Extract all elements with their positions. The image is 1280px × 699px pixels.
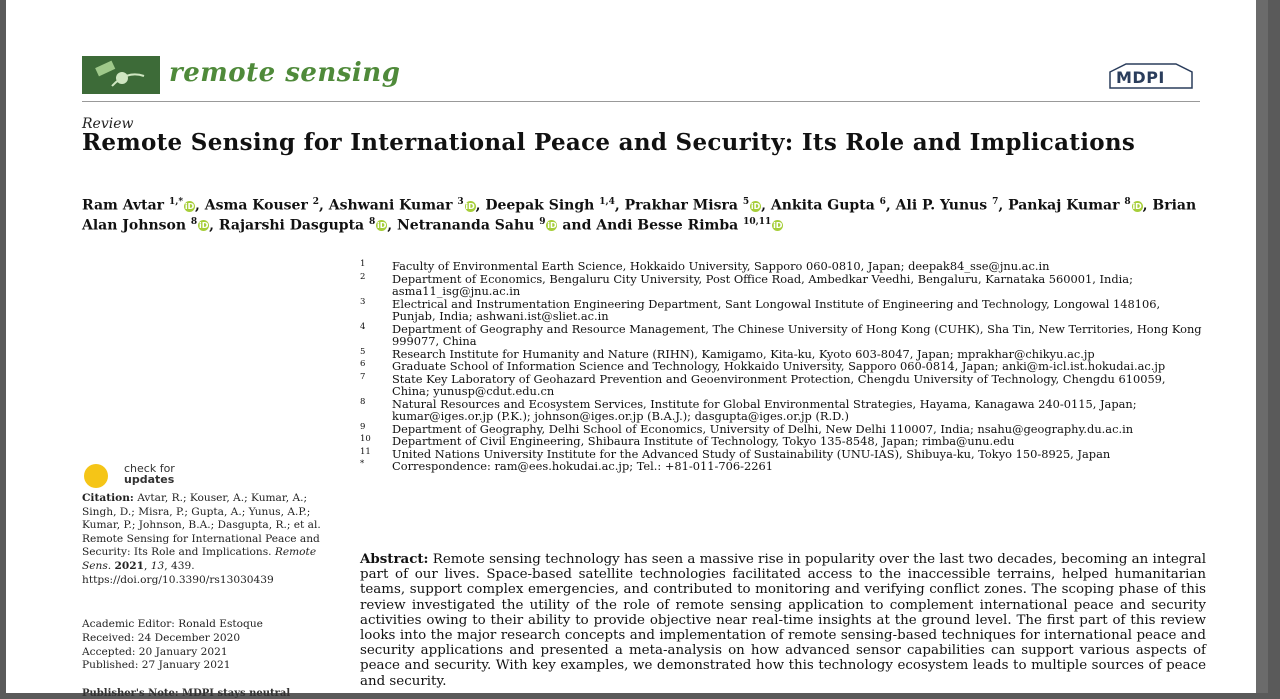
abstract [360, 552, 1206, 689]
citation-volume: 13 [150, 559, 165, 572]
affiliation-text: Department of Civil Engineering, Shibaura Institute of Technology, Tokyo 135-8548, Japan; rimba@unu.edu [392, 434, 1015, 448]
affiliation-text: Department of Geography, Delhi School of Economics, University of Delhi, New Delhi 110007, India; nsahu@geography.du.ac.in [392, 421, 1134, 436]
author-affiliation-mark: 8 [368, 216, 376, 227]
affiliation-item [360, 360, 1205, 373]
orcid-icon[interactable]: iD [377, 221, 387, 231]
orcid-icon[interactable]: iD [465, 201, 475, 211]
dates-block [82, 618, 328, 673]
pdf-page [6, 0, 1268, 699]
author-affiliation-mark: 10,11 [743, 216, 772, 227]
affiliation-number: 9 [360, 421, 366, 432]
affiliation-text: Graduate School of Information Science and Technology, Hokkaido University, Sapporo 060-0814, Japan; anki@m-icl.ist.hokudai.ac.jp [392, 359, 1166, 373]
orcid-icon[interactable]: iD [184, 201, 195, 211]
header-rule [82, 101, 1200, 102]
author-affiliation-mark: 8 [190, 216, 198, 227]
citation-block: Citation: Avtar, R.; Kouser, A.; Kumar, A.; Singh, D.; Misra, P.; Gupta, A.; Yunus, A.P.; Kumar, P.; Johnson, B.A.; Dasgupta, R.; et al. Remote Sensing for International Peace and Security: Its Role and Implications. Remote Sens. 2021, 13, 439. https://doi.org/10.3390/rs13030439 [82, 492, 321, 586]
author-name: Ankita Gupta [770, 197, 875, 214]
check-for-updates-button[interactable] [84, 462, 204, 490]
author-affiliation-mark: 5 [742, 197, 750, 207]
orcid-icon[interactable]: iD [1132, 201, 1142, 211]
author-name: Brian Alan Johnson [82, 197, 1197, 234]
author-affiliation-mark: 9 [539, 216, 546, 227]
affiliation-text: Natural Resources and Ecosystem Services, Institute for Global Environmental Strategies, Hayama, Kanagawa 240-0115, Japan; kumar@iges.or.jp (P.K.); johnson@iges.or.jp (B.A.J.); dasgupta@iges.or.jp (R.D.) [392, 396, 1137, 423]
affiliation-number: 2 [360, 271, 366, 282]
author-affiliation-mark: 8 [1124, 197, 1131, 207]
affiliation-item [360, 298, 1205, 323]
author-affiliation-mark: 2 [312, 197, 319, 207]
citation-journal: Remote Sens. [82, 546, 317, 572]
author-name: Ali P. Yunus [895, 197, 988, 214]
affiliation-number: 5 [360, 346, 366, 357]
affiliation-item [360, 435, 1205, 448]
orcid-icon[interactable]: iD [773, 221, 783, 231]
published-date: Published: 27 January 2021 [82, 659, 231, 672]
check-label-1: check for [124, 462, 175, 475]
author-name: Rajarshi Dasgupta [218, 217, 365, 234]
author-list: Ram Avtar $^{1,*}$ iD, Asma Kouser $^2$, Ashwani Kumar $^3$ iD, Deepak Singh $^{1,4}$, Prakhar Misra $^5$ iD, Ankita Gupta $^6$, Ali P. Yunus $^7$, Pankaj Kumar $^8$ iD, Brian Alan Johnson $^8$ iD, Rajarshi Dasgupta $^8$ iD, Netrananda Sahu $^9$ iD and Andi Besse Rimba $^{10,11}$ iD [82, 197, 1197, 234]
article-type: Review [82, 116, 134, 132]
affiliation-item [360, 260, 1205, 273]
citation-text: Avtar, R.; Kouser, A.; Kumar, A.; Singh, D.; Misra, P.; Gupta, A.; Yunus, A.P.; Kumar, P.; Johnson, B.A.; Dasgupta, R.; et al. Remote Sensing for International Peace and Security: Its Role and Implications. [82, 492, 321, 559]
author-affiliation-mark: 3 [457, 197, 464, 207]
journal-name: remote sensing [169, 58, 401, 88]
author-affiliation-mark: 1,4 [599, 197, 615, 207]
affiliation-text: Faculty of Environmental Earth Science, Hokkaido University, Sapporo 060-0810, Japan; deepak84_sse@jnu.ac.in [392, 259, 1050, 273]
author-name: Asma Kouser [204, 197, 308, 214]
affiliation-item [360, 323, 1205, 348]
mdpi-logo: MDPI [1106, 62, 1196, 92]
affiliation-number: * [360, 459, 365, 469]
orcid-icon[interactable]: iD [198, 221, 209, 231]
author-name: Andi Besse Rimba [596, 217, 739, 234]
author-affiliation-mark: 6 [879, 197, 886, 207]
author-affiliation-mark: 7 [992, 197, 999, 207]
author-name: Ram Avtar [82, 197, 165, 214]
affiliation-number: 6 [360, 359, 366, 369]
affiliation-number: 7 [360, 371, 366, 382]
affiliation-text: Electrical and Instrumentation Engineering Department, Sant Longowal Institute of Engineering and Technology, Longowal 148106, Punjab, India; ashwani.ist@sliet.ac.in [392, 296, 1161, 323]
orcid-icon[interactable]: iD [547, 221, 557, 231]
received-date: Received: 24 December 2020 [82, 631, 241, 644]
author-name: Ashwani Kumar [328, 197, 453, 214]
academic-editor: Academic Editor: Ronald Estoque [82, 618, 263, 630]
affiliation-text: Department of Economics, Bengaluru City University, Post Office Road, Ambedkar Veedhi, Bengaluru, Karnataka 560001, India; asma11_isg@jnu.ac.in [392, 271, 1133, 298]
affiliation-number: 4 [360, 321, 366, 332]
author-affiliation-mark: 1,* [168, 197, 184, 207]
affiliation-text: United Nations University Institute for the Advanced Study of Sustainability (UNU-IAS), Shibuya-ku, Tokyo 150-8925, Japan [392, 446, 1111, 461]
affiliation-item [360, 273, 1205, 298]
author-name: Pankaj Kumar [1008, 197, 1120, 214]
publisher-note: Publisher's Note: MDPI stays neutral [82, 688, 291, 699]
orcid-icon[interactable]: iD [750, 201, 761, 211]
citation-year: 2021 [114, 559, 145, 572]
viewer-edge [1256, 0, 1268, 693]
author-name: Deepak Singh [485, 197, 595, 214]
affiliation-number: 3 [360, 296, 366, 307]
check-label-2: updates [124, 473, 175, 486]
affiliation-text: Correspondence: ram@ees.hokudai.ac.jp; Tel.: +81-011-706-2261 [392, 459, 773, 473]
affiliation-text: State Key Laboratory of Geohazard Prevention and Geoenvironment Protection, Chengdu University of Technology, Chengdu 610059, China; yunusp@cdut.edu.cn [392, 371, 1166, 398]
check-icon [84, 464, 108, 488]
affiliation-number: 11 [360, 446, 371, 457]
affiliation-item [360, 398, 1205, 423]
affiliation-number: 10 [360, 434, 371, 444]
affiliation-item [360, 460, 1205, 473]
affiliation-text: Research Institute for Humanity and Nature (RIHN), Kamigamo, Kita-ku, Kyoto 603-8047, Japan; mprakhar@chikyu.ac.jp [392, 346, 1095, 361]
accepted-date: Accepted: 20 January 2021 [82, 645, 228, 658]
author-name: Prakhar Misra [624, 197, 738, 214]
journal-logo [82, 56, 160, 94]
abstract-text: Remote sensing technology has seen a massive rise in popularity over the last two decades, becoming an integral part of our lives. Space-based satellite technologies facilitated access to the inaccessible terrains, helped humanitarian teams, support complex emergencies, and contributed to monitoring and verifying conflict zones. The scoping phase of this review investigated the utility of the role of remote sensing application to complement international peace and security activities owing to their ability to provide objective near real-time insights at the ground level. The first part of this review looks into the major research concepts and implementation of remote sensing-based techniques for international peace and security applications and presented a meta-analysis on how advanced sensor capabilities can support various aspects of peace and security. With key examples, we demonstrated how this technology ecosystem leads to multiple sources of peace and security. [360, 552, 1206, 689]
affiliation-number: 8 [360, 396, 366, 407]
abstract-label: Abstract: [360, 551, 429, 567]
author-name: Netrananda Sahu [397, 217, 535, 234]
affiliation-text: Department of Geography and Resource Management, The Chinese University of Hong Kong (CUHK), Sha Tin, New Territories, Hong Kong 999077, China [392, 321, 1202, 348]
citation-pages[interactable]: , 439. https://doi.org/10.3390/rs13030439 [82, 559, 274, 586]
affiliation-item [360, 373, 1205, 398]
citation-label: Citation: [82, 492, 134, 504]
article-title: Remote Sensing for International Peace and Security: Its Role and Implications [82, 129, 1136, 156]
affiliation-list [360, 260, 1205, 473]
affiliation-number: 1 [360, 259, 366, 269]
